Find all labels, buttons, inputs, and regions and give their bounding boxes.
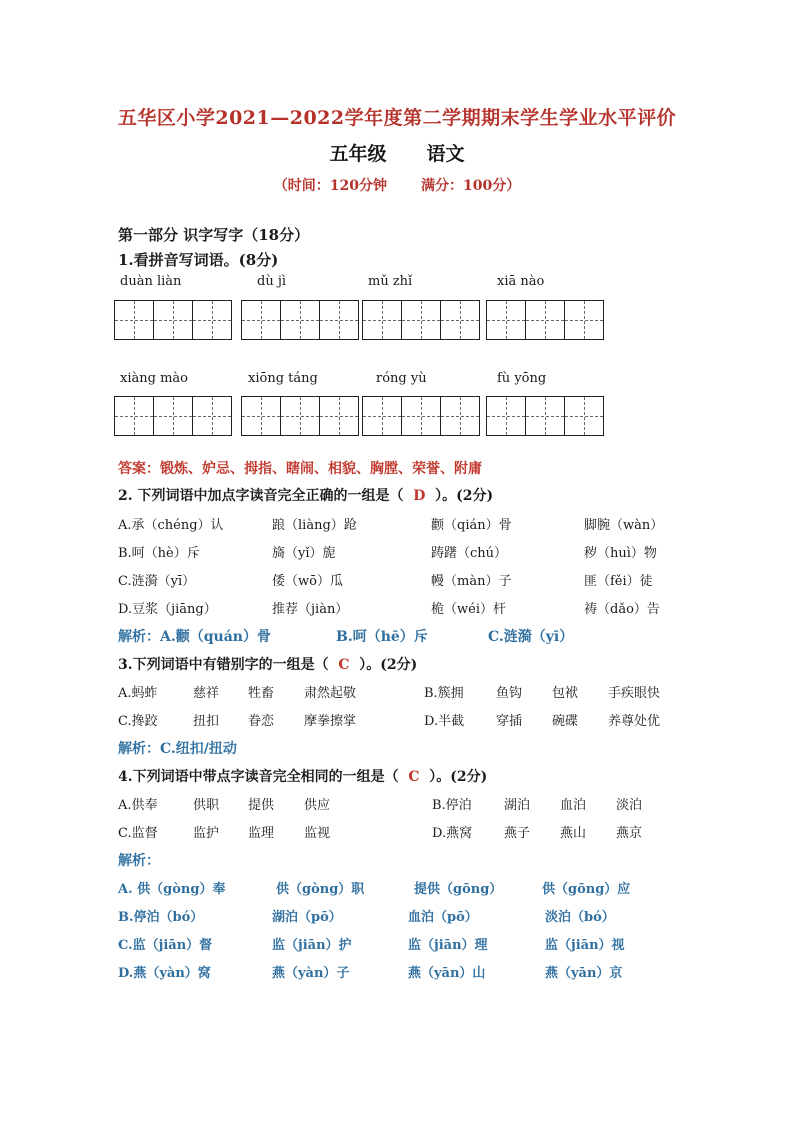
q2-option: 旖（yǐ）旎 — [272, 546, 336, 561]
q1-title: 1.看拼音写词语。(8分) — [118, 251, 279, 269]
q2-analysis: 解析：A.颧（quán）骨 — [118, 629, 271, 645]
q4-analysis: 燕（yān）京 — [545, 966, 623, 981]
q4-option: 燕山 — [560, 826, 587, 841]
q4-option: B.停泊 — [432, 798, 472, 813]
q4-analysis: 监（jiān）理 — [408, 938, 488, 953]
part1-heading: 第一部分 识字写字（18分） — [118, 226, 310, 244]
q4-option: A.供奉 — [118, 798, 158, 813]
q3-option: 摩拳擦掌 — [304, 714, 357, 729]
writing-grid-7[interactable] — [362, 396, 480, 436]
q3-option: D.半截 — [424, 714, 465, 729]
writing-grid-1[interactable] — [114, 300, 232, 340]
pinyin-7: róng yù — [376, 371, 427, 386]
full-score: 满分：100分） — [421, 178, 521, 194]
q4-analysis: 燕（yān）山 — [408, 966, 486, 981]
q2-analysis: C.涟漪（yī） — [488, 629, 574, 645]
q2-option: 脚腕（wàn） — [584, 518, 664, 533]
q2-analysis: B.呵（hē）斥 — [336, 629, 428, 645]
q2-option: 倭（wō）瓜 — [272, 574, 343, 589]
q4-option: 供应 — [304, 798, 331, 813]
q4-analysis: A. 供（gòng）奉 — [118, 882, 226, 897]
q2-option: D.豆浆（jiāng） — [118, 602, 217, 617]
q2-option: 幔（màn）子 — [431, 574, 512, 589]
q2-option: 推荐（jiàn） — [272, 602, 349, 617]
q4-option: 监理 — [248, 826, 275, 841]
q4-option: 燕京 — [616, 826, 643, 841]
q4-analysis: 提供（gōng） — [414, 882, 503, 897]
q4-option: 淡泊 — [616, 798, 643, 813]
q2-option: C.涟漪（yī） — [118, 574, 196, 589]
q4-option: 供职 — [193, 798, 220, 813]
pinyin-4: xiā nào — [497, 274, 545, 289]
writing-grid-8[interactable] — [486, 396, 604, 436]
q2-option: 匪（fěi）徒 — [584, 574, 653, 589]
writing-grid-4[interactable] — [486, 300, 604, 340]
q2-option: 颧（qián）骨 — [431, 518, 512, 533]
q2-option: 踉（liàng）跄 — [272, 518, 357, 533]
q3-title: 3.下列词语中有错别字的一组是（ C ）。(2分) — [118, 657, 418, 673]
pinyin-8: fù yōng — [497, 371, 547, 386]
q4-analysis: 湖泊（pō） — [272, 910, 342, 925]
pinyin-6: xiōng táng — [248, 371, 318, 386]
pinyin-5: xiàng mào — [120, 371, 188, 386]
q4-option: C.监督 — [118, 826, 158, 841]
q3-option: 包袱 — [552, 686, 579, 701]
q4-option: 提供 — [248, 798, 275, 813]
q3-answer: C — [338, 657, 350, 673]
writing-grid-5[interactable] — [114, 396, 232, 436]
q4-option: 监护 — [193, 826, 220, 841]
q2-option: A.承（chéng）认 — [118, 518, 224, 533]
q4-analysis: D.燕（yàn）窝 — [118, 966, 211, 981]
q4-analysis: C.监（jiān）督 — [118, 938, 213, 953]
exam-subtitle — [0, 139, 794, 166]
q4-option: D.燕窝 — [432, 826, 473, 841]
q3-option: 手疾眼快 — [608, 686, 661, 701]
q2-option: 踌躇（chú） — [431, 546, 508, 561]
q3-option: C.搀跤 — [118, 714, 158, 729]
writing-grid-3[interactable] — [362, 300, 480, 340]
q4-title: 4.下列词语中带点字读音完全相同的一组是（ C ）。(2分) — [118, 769, 488, 785]
q3-option: 鱼钩 — [496, 686, 523, 701]
q2-title: 2. 下列词语中加点字读音完全正确的一组是（ D ）。(2分) — [118, 488, 494, 504]
q4-analysis: 血泊（pō） — [408, 910, 478, 925]
pinyin-3: mǔ zhǐ — [368, 274, 413, 289]
q3-option: 眷恋 — [248, 714, 275, 729]
q4-analysis-label: 解析： — [118, 853, 160, 869]
q2-option: B.呵（hè）斥 — [118, 546, 200, 561]
writing-grid-2[interactable] — [241, 300, 359, 340]
q3-option: A.蚂蚱 — [118, 686, 158, 701]
q3-option: 牲畜 — [248, 686, 275, 701]
exam-meta — [0, 175, 794, 195]
q4-analysis: B.停泊（bó） — [118, 910, 204, 925]
q4-analysis: 监（jiān）视 — [545, 938, 625, 953]
grade-label: 五年级 — [329, 143, 387, 165]
q3-option: 慈祥 — [193, 686, 220, 701]
q4-analysis: 供（gòng）职 — [276, 882, 365, 897]
q3-option: 养尊处优 — [608, 714, 661, 729]
pinyin-1: duàn liàn — [120, 274, 182, 289]
q2-option: 秽（huì）物 — [584, 546, 657, 561]
q4-option: 湖泊 — [504, 798, 531, 813]
q3-option: 穿插 — [496, 714, 523, 729]
q3-option: B.簇拥 — [424, 686, 464, 701]
exam-title: 五华区小学2021—2022学年度第二学期期末学生学业水平评价 — [117, 107, 677, 129]
q3-option: 肃然起敬 — [304, 686, 357, 701]
q4-option: 血泊 — [560, 798, 587, 813]
q3-option: 扭扣 — [193, 714, 220, 729]
q2-option: 祷（dǎo）告 — [584, 602, 660, 617]
time-limit: （时间：120分钟 — [273, 178, 387, 194]
q2-answer: D — [413, 488, 426, 504]
q4-option: 燕子 — [504, 826, 531, 841]
q3-option: 碗碟 — [552, 714, 579, 729]
q4-analysis: 供（gōng）应 — [542, 882, 631, 897]
pinyin-2: dù jì — [257, 274, 287, 289]
q2-option: 桅（wéi）杆 — [431, 602, 506, 617]
q4-option: 监视 — [304, 826, 331, 841]
q4-analysis: 淡泊（bó） — [545, 910, 615, 925]
writing-grid-6[interactable] — [241, 396, 359, 436]
q4-analysis: 监（jiān）护 — [272, 938, 352, 953]
q3-analysis: 解析：C.纽扣/扭动 — [118, 741, 237, 757]
q1-answer: 答案：锻炼、妒忌、拇指、瞎闹、相貌、胸膛、荣誉、附庸 — [118, 461, 482, 477]
q4-answer: C — [408, 769, 420, 785]
subject-label: 语文 — [426, 143, 465, 165]
q4-analysis: 燕（yàn）子 — [272, 966, 350, 981]
